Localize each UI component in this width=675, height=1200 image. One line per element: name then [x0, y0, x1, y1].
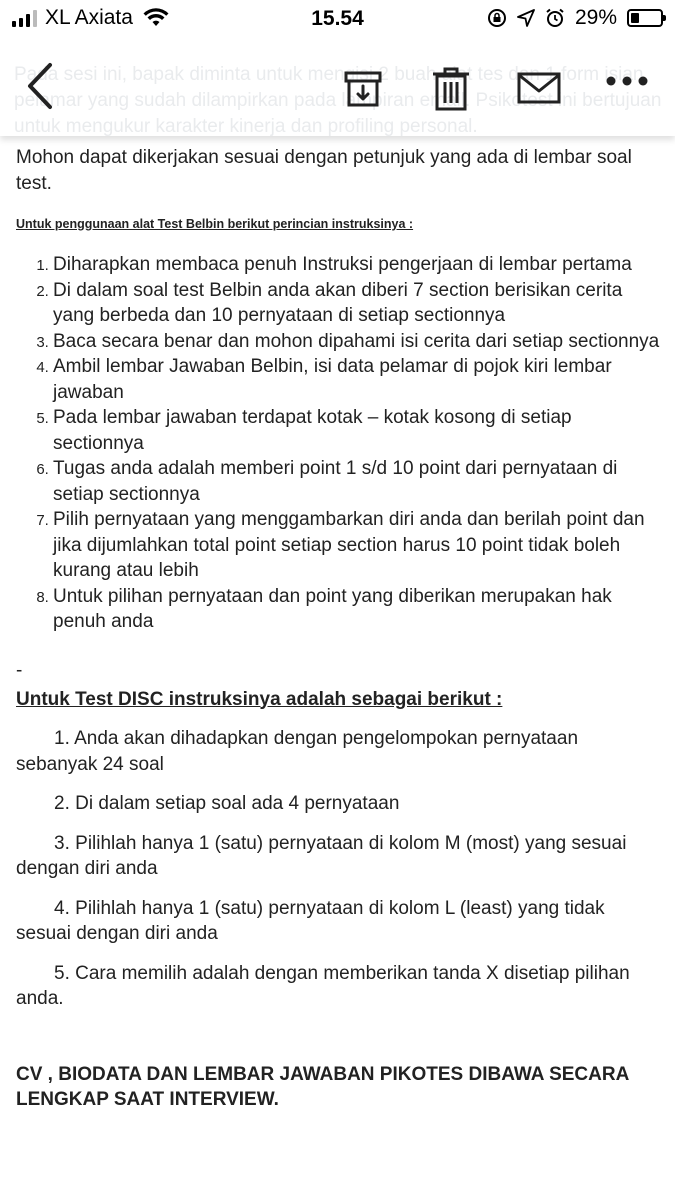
email-body [16, 145, 661, 1113]
list-item: 2. Di dalam soal test Belbin anda akan diberi 7 section berisikan cerita yang berbeda dan 10 pernyataan di setiap sectionnya [53, 278, 661, 329]
disc-item-number: 1. [54, 728, 70, 749]
trash-icon [431, 66, 471, 112]
battery-percent: 29% [574, 6, 617, 29]
list-item: 6. Tugas anda adalah memberi point 1 s/d 10 point dari pernyataan di setiap sectionnya [53, 456, 661, 507]
carrier-name: XL Axiata [45, 6, 133, 29]
location-icon [517, 9, 535, 27]
list-item: 3. Baca secara benar dan mohon dipahami isi cerita dari setiap sectionnya [53, 329, 661, 355]
disc-item-number: 5. [54, 962, 70, 984]
mail-icon [517, 72, 561, 104]
status-bar [0, 0, 675, 38]
battery-level [631, 13, 639, 23]
list-item: 7. Pilih pernyataan yang menggambarkan diri anda dan berilah point dan jika dijumlahkan total point setiap section harus 10 point tidak boleh kurang atau lebih [53, 507, 661, 584]
status-right [487, 6, 663, 30]
orientation-lock-icon [487, 8, 507, 28]
mark-mail-button[interactable] [516, 70, 562, 106]
list-item: 4. Ambil lembar Jawaban Belbin, isi data pelamar di pojok kiri lembar jawaban [53, 354, 661, 405]
list-item: 5. Pada lembar jawaban terdapat kotak – kotak kosong di setiap sectionnya [53, 405, 661, 456]
disc-item-text: Pilihlah hanya 1 (satu) pernyataan di kolom M (most) yang sesuai dengan diri anda [16, 832, 627, 879]
mail-toolbar [0, 38, 675, 136]
disc-item-text: Cara memilih adalah dengan memberikan tanda X disetiap pilihan anda. [16, 962, 630, 1009]
disc-heading: Untuk Test DISC instruksinya adalah sebagai berikut : [16, 688, 503, 710]
disc-item-number: 2. [54, 793, 70, 814]
archive-button[interactable] [340, 66, 386, 112]
separator-dash: - [16, 659, 23, 681]
list-item: 8. Untuk pilihan pernyataan dan point yang diberikan merupakan hak penuh anda [53, 584, 661, 635]
disc-instruction [16, 726, 661, 777]
disc-instruction [16, 961, 661, 1012]
belbin-instruction-list [16, 252, 661, 635]
clock: 15.54 [311, 7, 364, 30]
disc-item-number: 3. [54, 832, 70, 854]
disc-item-text: Pilihlah hanya 1 (satu) pernyataan di kolom L (least) yang tidak sesuai dengan diri anda [16, 897, 605, 944]
disc-instruction [16, 896, 661, 947]
disc-instruction [16, 791, 661, 817]
disc-item-text: Anda akan dihadapkan dengan pengelompokan pernyataan sebanyak 24 soal [16, 728, 579, 775]
disc-instruction [16, 831, 661, 882]
disc-item-number: 4. [54, 897, 70, 919]
closing-note: CV , BIODATA DAN LEMBAR JAWABAN PIKOTES DIBAWA SECARA LENGKAP SAAT INTERVIEW. [16, 1063, 629, 1110]
alarm-icon [545, 8, 565, 28]
archive-icon [343, 69, 383, 109]
list-item: 1. Diharapkan membaca penuh Instruksi pengerjaan di lembar pertama [53, 252, 661, 278]
delete-button[interactable] [428, 64, 474, 114]
more-icon [605, 75, 649, 87]
chevron-left-icon [26, 61, 54, 111]
disc-item-text: Di dalam setiap soal ada 4 pernyataan [75, 793, 400, 814]
more-button[interactable] [604, 66, 650, 96]
back-button[interactable] [18, 58, 62, 114]
intro-paragraph: Mohon dapat dikerjakan sesuai dengan petunjuk yang ada di lembar soal test. [16, 147, 632, 194]
belbin-heading: Untuk penggunaan alat Test Belbin berikut perincian instruksinya : [16, 217, 414, 231]
battery-icon [627, 9, 663, 27]
